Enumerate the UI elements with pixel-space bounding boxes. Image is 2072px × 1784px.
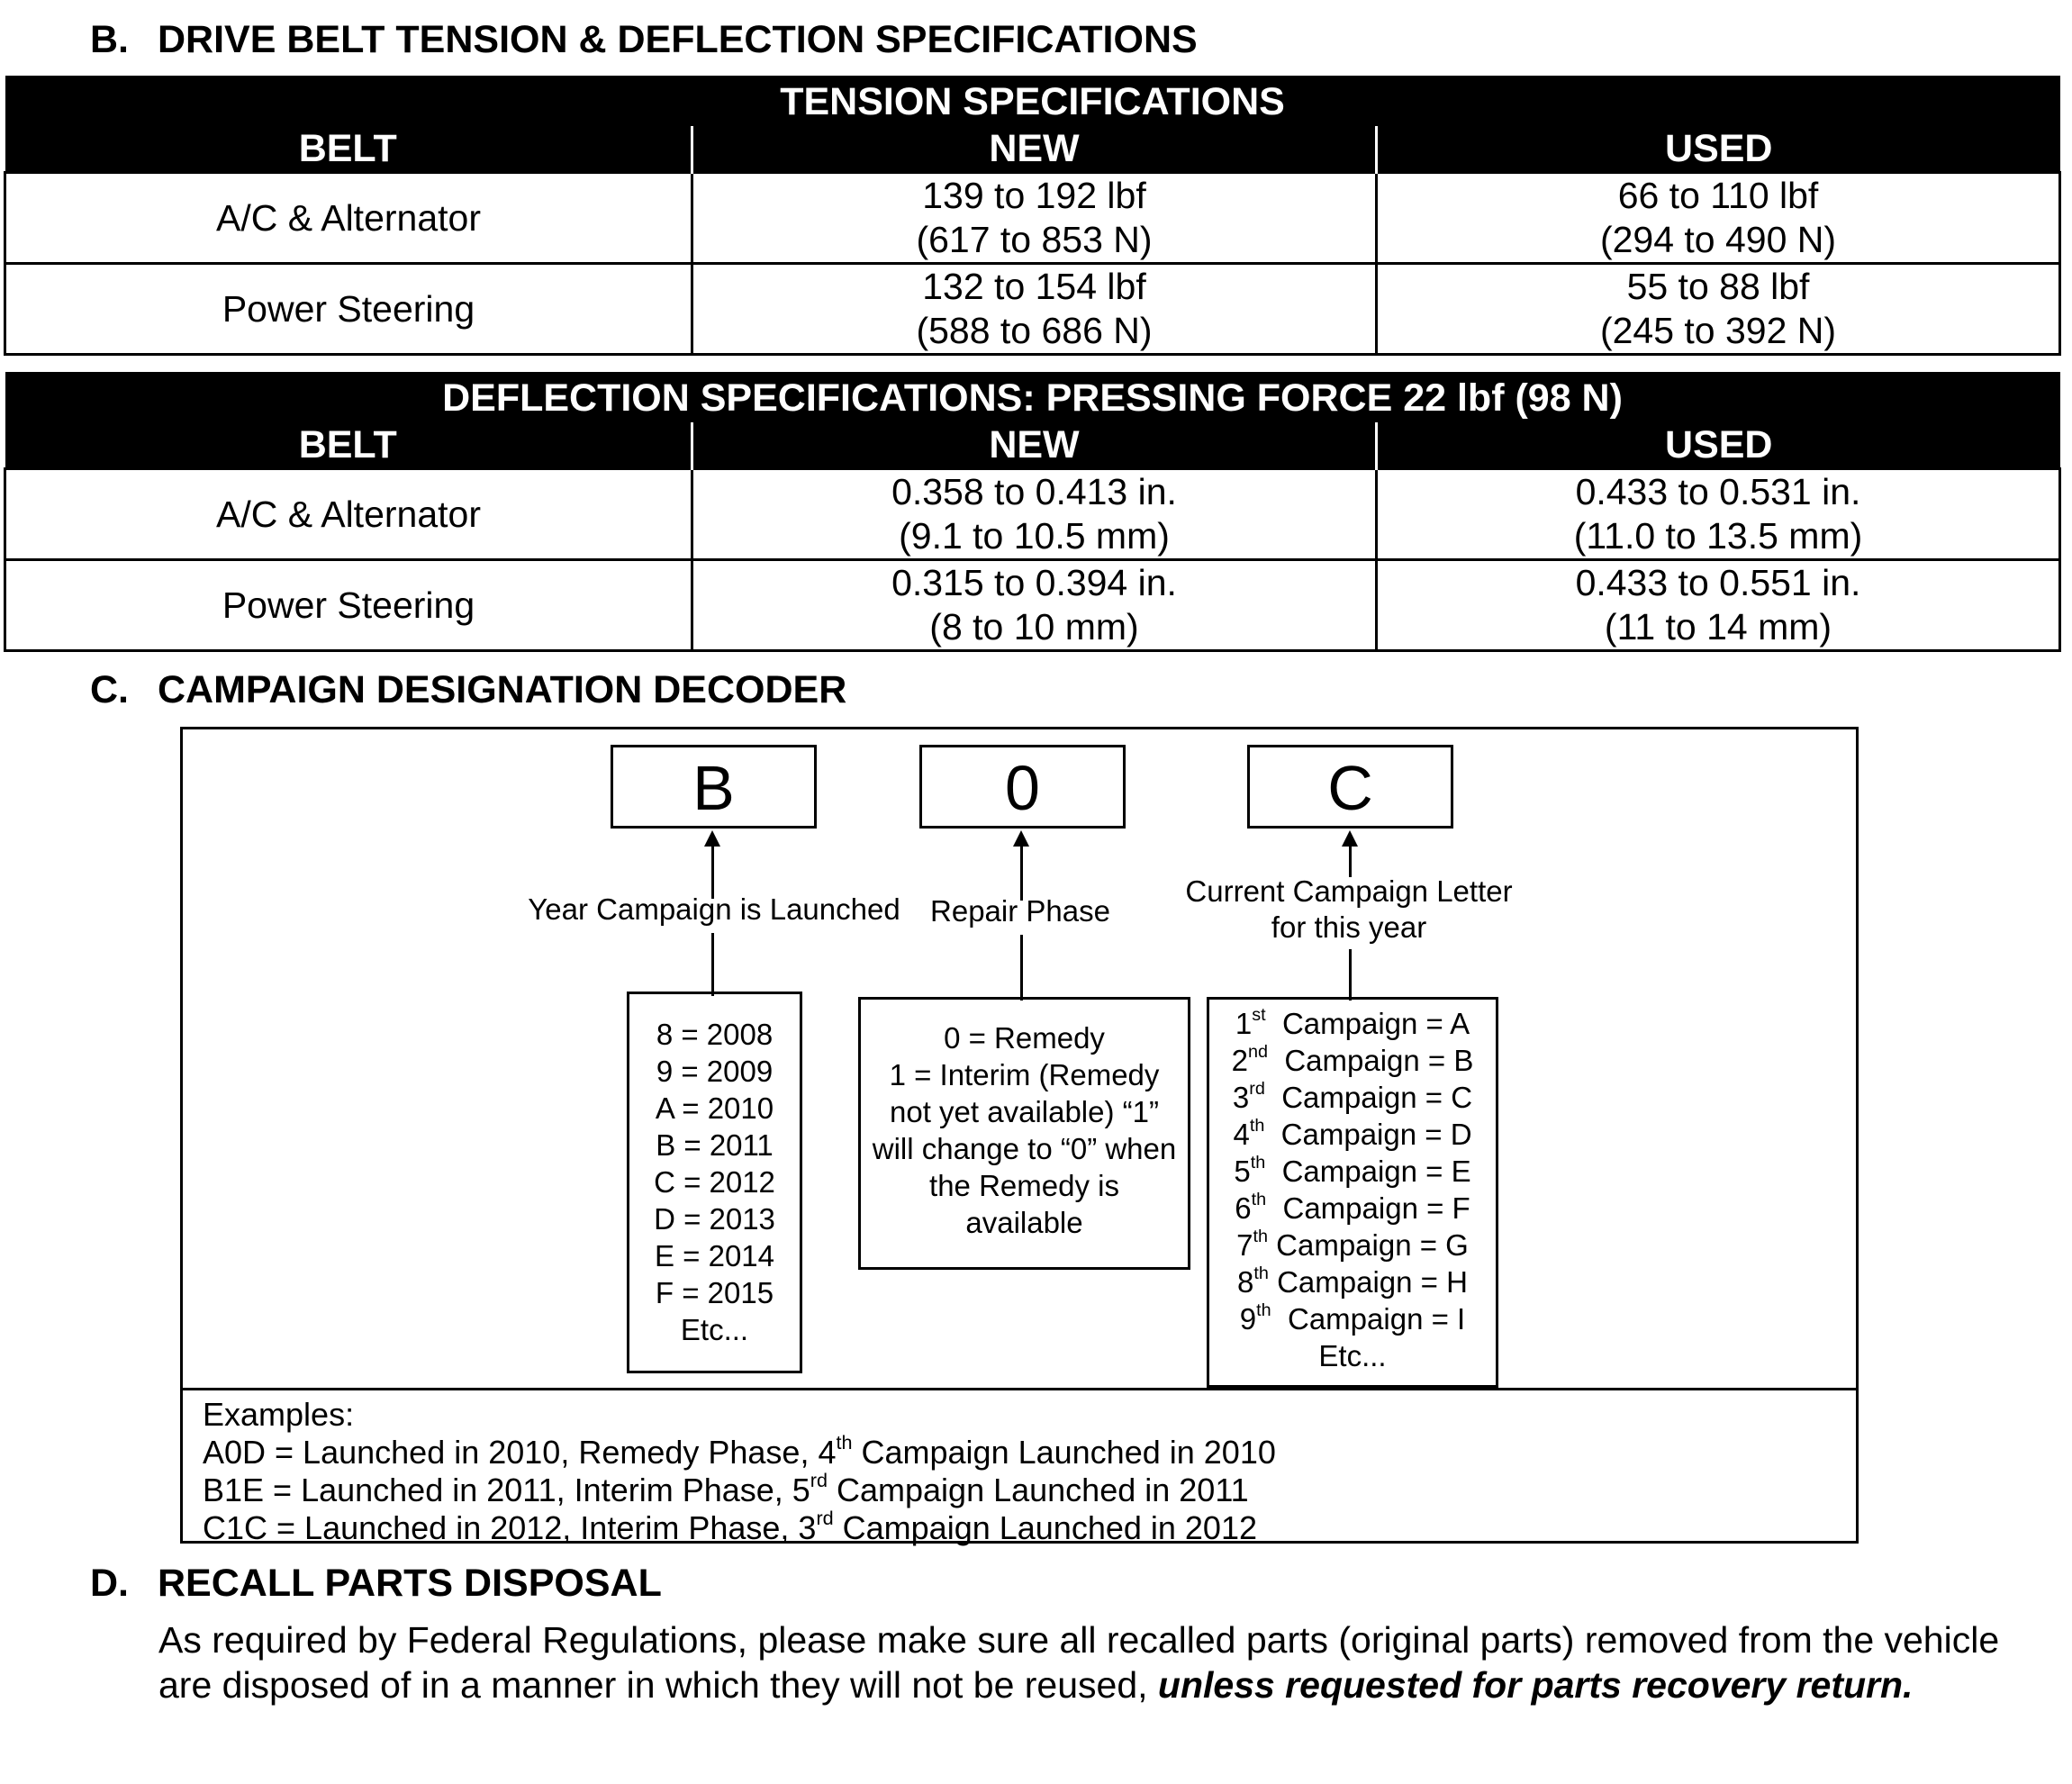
section-d-heading	[90, 1562, 662, 1606]
tension-table	[4, 76, 2061, 356]
list-item: Etc...	[1318, 1339, 1387, 1372]
list-item: 2nd Campaign = B	[1231, 1042, 1474, 1077]
table-row	[5, 173, 2060, 264]
list-item: 8 = 2008	[656, 1018, 774, 1051]
new-value: 0.315 to 0.394 in. (8 to 10 mm)	[692, 560, 1377, 651]
section-c-title: CAMPAIGN DESIGNATION DECODER	[158, 668, 847, 711]
new-value: 0.358 to 0.413 in. (9.1 to 10.5 mm)	[692, 469, 1377, 560]
list-item: 3rd Campaign = C	[1232, 1079, 1473, 1114]
new-value: 139 to 192 lbf (617 to 853 N)	[692, 173, 1377, 264]
connector-line	[1349, 949, 1352, 1001]
col-belt: BELT	[5, 126, 692, 173]
table-row	[5, 560, 2060, 651]
deflection-band-title: DEFLECTION SPECIFICATIONS: PRESSING FORCE 22 lbf (98 N)	[5, 372, 2060, 422]
connector-line	[1020, 845, 1023, 901]
used-value: 66 to 110 lbf (294 to 490 N)	[1377, 173, 2060, 264]
used-value: 0.433 to 0.551 in. (11 to 14 mm)	[1377, 560, 2060, 651]
example-line: A0D = Launched in 2010, Remedy Phase, 4th Campaign Launched in 2010	[203, 1430, 1276, 1471]
section-b-title: DRIVE BELT TENSION & DEFLECTION SPECIFICATIONS	[158, 18, 1198, 61]
list-item: 1st Campaign = A	[1235, 1005, 1470, 1040]
list-item: A = 2010	[655, 1091, 774, 1125]
code-box-year: B	[611, 745, 817, 829]
campaign-list	[1207, 997, 1498, 1388]
section-d-letter: D.	[90, 1562, 129, 1605]
belt-name: Power Steering	[5, 264, 692, 355]
code-box-letter: C	[1247, 745, 1453, 829]
col-belt: BELT	[5, 422, 692, 469]
section-c-letter: C.	[90, 668, 129, 711]
connector-line	[1349, 845, 1352, 877]
belt-name: Power Steering	[5, 560, 692, 651]
section-b-letter: B.	[90, 18, 129, 61]
table-row	[5, 264, 2060, 355]
col-used: USED	[1377, 422, 2060, 469]
disposal-paragraph	[158, 1617, 2049, 1707]
list-item: will change to “0” when	[872, 1132, 1177, 1165]
list-item: not yet available) “1”	[890, 1095, 1159, 1128]
connector-line	[711, 933, 714, 996]
list-item: the Remedy is	[929, 1169, 1119, 1202]
list-item: 8th Campaign = H	[1237, 1263, 1468, 1299]
list-item: B = 2011	[656, 1128, 774, 1162]
list-item: 4th Campaign = D	[1233, 1116, 1472, 1151]
col-new: NEW	[692, 422, 1377, 469]
section-b-heading	[90, 18, 1198, 62]
list-item: 0 = Remedy	[944, 1021, 1105, 1055]
example-line: C1C = Launched in 2012, Interim Phase, 3rd Campaign Launched in 2012	[203, 1506, 1257, 1546]
example-line: B1E = Launched in 2011, Interim Phase, 5rd Campaign Launched in 2011	[203, 1468, 1249, 1508]
list-item: C = 2012	[654, 1165, 775, 1199]
list-item: D = 2013	[654, 1202, 775, 1236]
connector-line	[711, 845, 714, 899]
phase-list	[858, 997, 1190, 1270]
list-item: 6th Campaign = F	[1235, 1190, 1470, 1225]
examples	[203, 1396, 1276, 1547]
used-value: 55 to 88 lbf (245 to 392 N)	[1377, 264, 2060, 355]
section-d-title: RECALL PARTS DISPOSAL	[158, 1562, 662, 1605]
deflection-table	[4, 372, 2061, 652]
list-item: 9 = 2009	[656, 1055, 774, 1088]
list-item: E = 2014	[654, 1239, 775, 1272]
list-item: available	[965, 1206, 1083, 1239]
list-item: 9th Campaign = I	[1239, 1300, 1466, 1336]
examples-divider	[183, 1388, 1856, 1390]
col-new: NEW	[692, 126, 1377, 173]
label-year: Year Campaign is Launched	[528, 892, 900, 926]
used-value: 0.433 to 0.531 in. (11.0 to 13.5 mm)	[1377, 469, 2060, 560]
belt-name: A/C & Alternator	[5, 173, 692, 264]
list-item: 1 = Interim (Remedy	[889, 1058, 1160, 1091]
label-phase: Repair Phase	[930, 894, 1110, 928]
list-item: F = 2015	[655, 1276, 774, 1309]
year-list	[627, 992, 802, 1373]
table-row	[5, 469, 2060, 560]
col-used: USED	[1377, 126, 2060, 173]
connector-line	[1020, 935, 1023, 1001]
list-item: 7th Campaign = G	[1236, 1227, 1469, 1262]
disposal-emphasis: unless requested for parts recovery return.	[1157, 1664, 1914, 1706]
tension-band-title: TENSION SPECIFICATIONS	[5, 76, 2060, 126]
belt-name: A/C & Alternator	[5, 469, 692, 560]
campaign-decoder	[180, 727, 1859, 1544]
list-item: 5th Campaign = E	[1234, 1153, 1471, 1188]
label-letter: Current Campaign Letter for this year	[1185, 874, 1513, 944]
disposal-text: As required by Federal Regulations, please make sure all recalled parts (original parts) removed from the vehicle are disposed of in a manner in which they will not be reused,	[158, 1619, 2000, 1706]
code-box-phase: 0	[919, 745, 1126, 829]
new-value: 132 to 154 lbf (588 to 686 N)	[692, 264, 1377, 355]
examples-title: Examples:	[203, 1396, 355, 1433]
list-item: Etc...	[680, 1313, 749, 1346]
section-c-heading	[90, 668, 846, 712]
